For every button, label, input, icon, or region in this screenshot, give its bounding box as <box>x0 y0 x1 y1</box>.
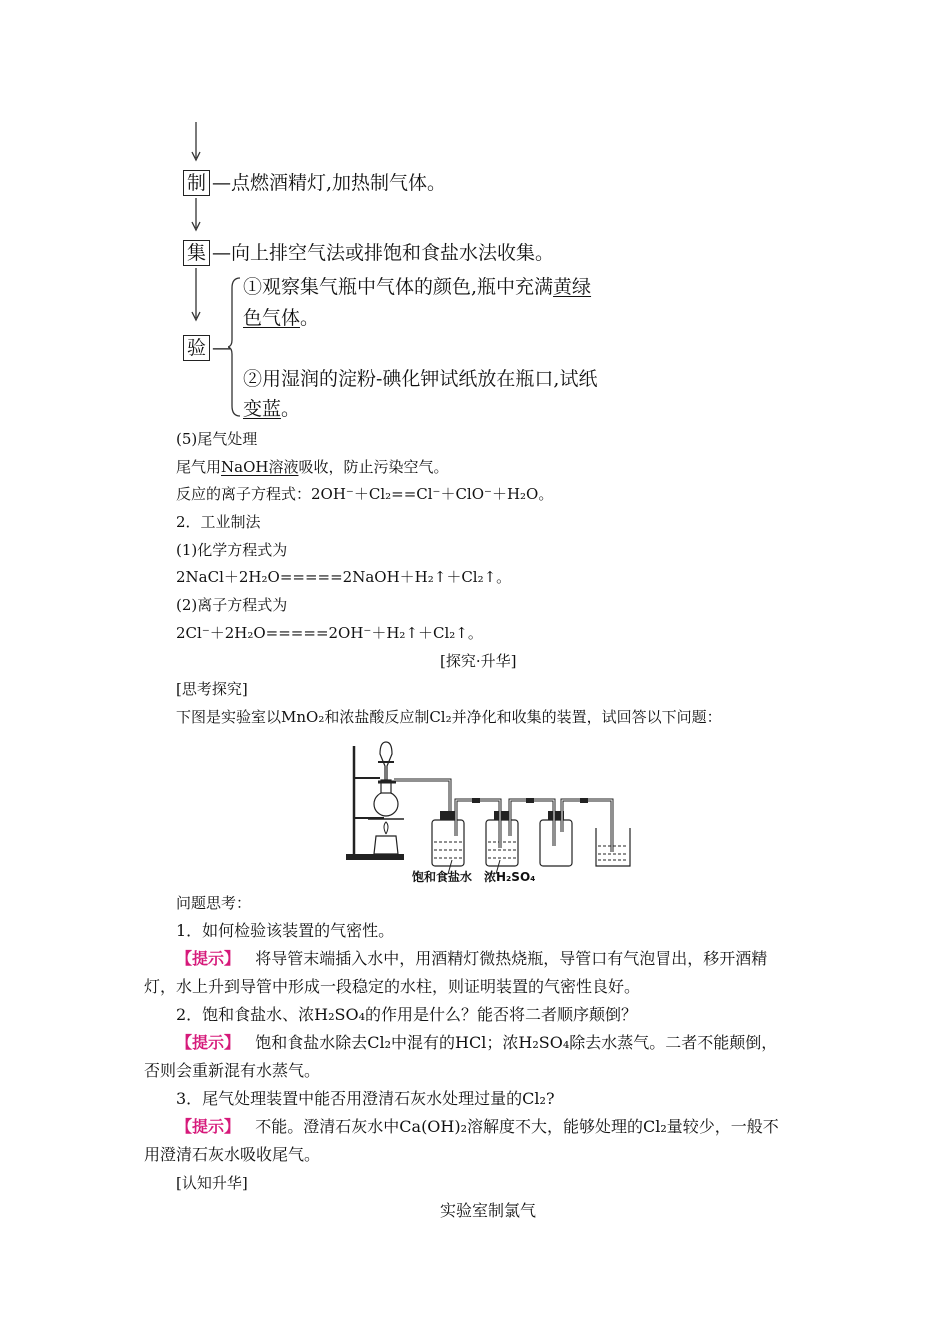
answer-3-line2: 用澄清石灰水吸收尾气。 <box>144 1145 321 1164</box>
final-title: 实验室制氯气 <box>440 1201 537 1220</box>
stand-base <box>346 854 404 860</box>
flow-step-ji-text: —向上排空气法或排饱和食盐水法收集。 <box>212 242 555 264</box>
fig-label-h2so4: 浓H₂SO₄ <box>484 870 536 884</box>
answer-2-line1: 【提示】 饱和食盐水除去Cl₂中混有的HCl；浓H₂SO₄除去水蒸气。二者不能颠倒， <box>176 1033 778 1052</box>
answer-1-line2: 灯，水上升到导管中形成一段稳定的水柱，则证明装置的气密性良好。 <box>144 977 641 996</box>
answer-2-line2: 否则会重新混有水蒸气。 <box>144 1061 321 1080</box>
industry-heading: 2．工业制法 <box>176 513 261 531</box>
industry-sub2: (2)离子方程式为 <box>176 596 288 614</box>
yan-item2-line2: 变蓝。 <box>243 398 301 420</box>
questions-heading: 问题思考： <box>176 894 252 912</box>
industry-sub1: (1)化学方程式为 <box>176 541 288 559</box>
think-heading: [思考探究] <box>176 680 248 698</box>
tail-heading: (5)尾气处理 <box>176 430 258 448</box>
wash-bottle-2 <box>486 811 518 866</box>
tail-ionic-equation: 反应的离子方程式：2OH⁻＋Cl₂==Cl⁻＋ClO⁻＋H₂O。 <box>176 485 554 503</box>
yan-item1-line1: ①观察集气瓶中气体的颜色,瓶中充满黄绿 <box>243 276 592 298</box>
section-title: [探究·升华] <box>440 652 517 670</box>
flow-step-yan-dash: — <box>212 337 231 359</box>
flow-step-yan: 验 <box>183 335 210 361</box>
question-2: 2．饱和食盐水、浓H₂SO₄的作用是什么？能否将二者顺序颠倒？ <box>176 1005 638 1024</box>
hint-label: 【提示】 <box>176 1033 241 1052</box>
hint-label: 【提示】 <box>176 1117 241 1136</box>
industry-eq2: 2Cl⁻＋2H₂O=====2OH⁻＋H₂↑＋Cl₂↑。 <box>176 624 483 642</box>
question-3: 3．尾气处理装置中能否用澄清石灰水处理过量的Cl₂? <box>176 1089 555 1108</box>
tail-line1: 尾气用NaOH溶液吸收，防止污染空气。 <box>176 458 449 476</box>
wash-bottle-1 <box>432 811 464 866</box>
round-flask <box>374 792 398 816</box>
alcohol-lamp <box>374 836 398 854</box>
hint-label: 【提示】 <box>176 949 241 968</box>
bracket <box>228 276 242 418</box>
apparatus-figure <box>340 736 660 886</box>
recognize-heading: [认知升华] <box>176 1174 248 1192</box>
fig-label-saline: 饱和食盐水 <box>412 870 473 884</box>
yan-item2-line1: ②用湿润的淀粉-碘化钾试纸放在瓶口,试纸 <box>243 368 598 390</box>
answer-3-line1: 【提示】 不能。澄清石灰水中Ca(OH)₂溶解度不大，能够处理的Cl₂量较少，一般不 <box>176 1117 779 1136</box>
industry-eq1: 2NaCl＋2H₂O=====2NaOH＋H₂↑＋Cl₂↑。 <box>176 568 512 586</box>
flow-step-ji: 集 <box>183 240 210 266</box>
yan-item1-line2: 色气体。 <box>243 307 320 329</box>
answer-1-line1: 【提示】 将导管末端插入水中，用酒精灯微热烧瓶，导管口有气泡冒出，移开酒精 <box>176 949 768 968</box>
question-1: 1．如何检验该装置的气密性。 <box>176 921 395 940</box>
think-intro: 下图是实验室以MnO₂和浓盐酸反应制Cl₂并净化和收集的装置，试回答以下问题： <box>176 708 722 726</box>
collecting-bottle <box>540 811 572 866</box>
flow-step-zhi: 制 <box>183 170 210 196</box>
flow-step-zhi-text: —点燃酒精灯,加热制气体。 <box>212 172 447 194</box>
